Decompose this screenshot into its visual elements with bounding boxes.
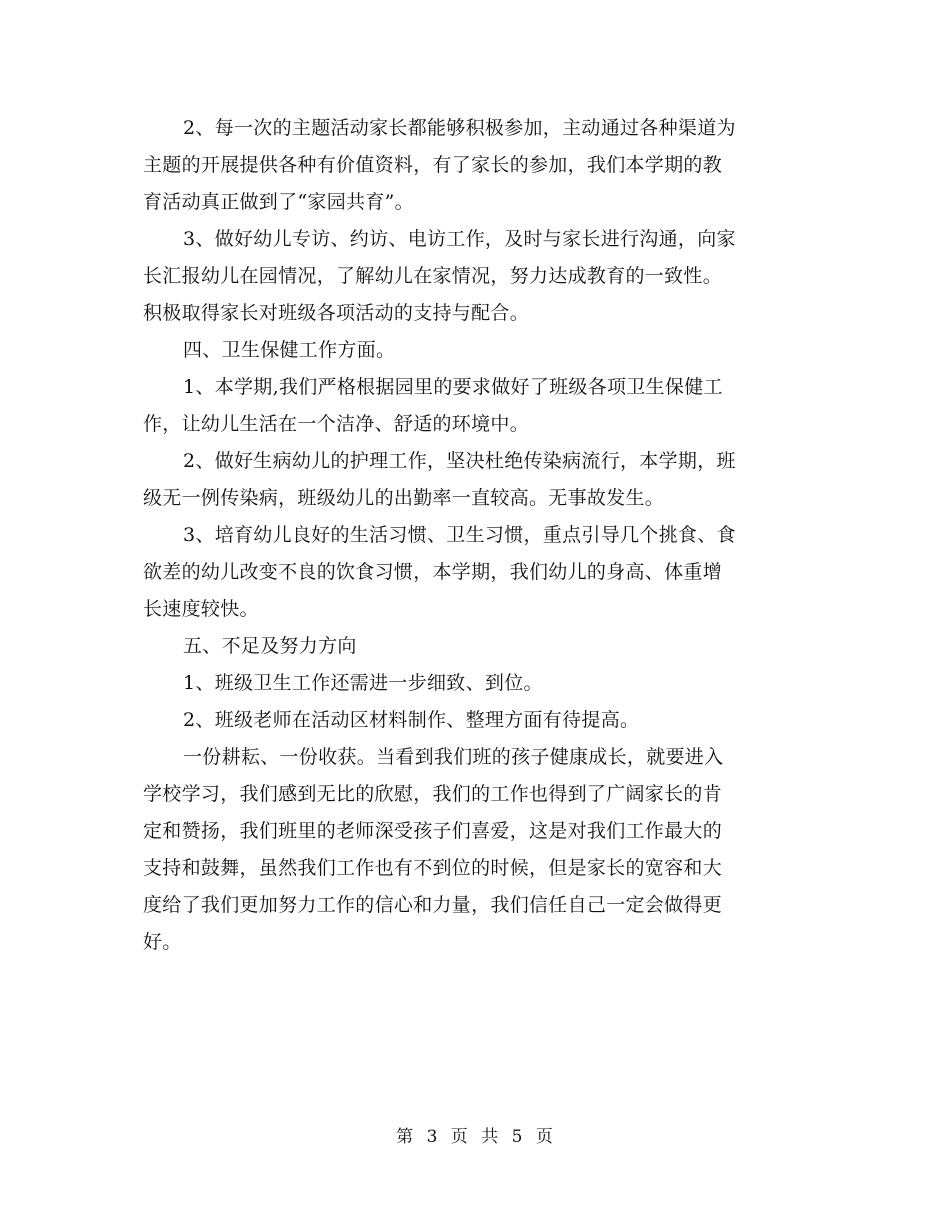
paragraph-line: 作，让幼儿生活在一个洁净、舒适的环境中。 <box>143 413 530 435</box>
paragraph-line: 2、每一次的主题活动家长都能够积极参加，主动通过各种渠道为 <box>183 117 736 139</box>
total-pages-number: 5 <box>511 1127 524 1147</box>
paragraph-line: 好。 <box>143 931 182 953</box>
paragraph-line: 一份耕耘、一份收获。当看到我们班的孩子健康成长，就要进入 <box>183 746 724 768</box>
paragraph-line: 度给了我们更加努力工作的信心和力量，我们信任自己一定会做得更 <box>143 894 723 916</box>
paragraph-line: 3、做好幼儿专访、约访、电访工作，及时与家长进行沟通，向家 <box>183 228 736 250</box>
page-prefix: 第 <box>396 1127 415 1147</box>
paragraph-line: 欲差的幼儿改变不良的饮食习惯，本学期，我们幼儿的身高、体重增 <box>143 561 723 583</box>
paragraph-line: 2、班级老师在活动区材料制作、整理方面有待提高。 <box>183 709 640 731</box>
paragraph-line: 支持和鼓舞，虽然我们工作也有不到位的时候，但是家长的宽容和大 <box>143 857 723 879</box>
paragraph-line: 长速度较快。 <box>143 598 259 620</box>
paragraph-line: 1、本学期,我们严格根据园里的要求做好了班级各项卫生保健工 <box>183 376 723 398</box>
page-footer <box>0 1125 950 1149</box>
paragraph-line: 2、做好生病幼儿的护理工作，坚决杜绝传染病流行，本学期，班 <box>183 450 736 472</box>
paragraph-line: 学校学习，我们感到无比的欣慰，我们的工作也得到了广阔家长的肯 <box>143 783 723 805</box>
paragraph-line: 育活动真正做到了“家园共育”。 <box>143 191 414 213</box>
paragraph-line: 积极取得家长对班级各项活动的支持与配合。 <box>143 302 530 324</box>
section-heading: 五、不足及努力方向 <box>183 635 357 657</box>
paragraph-line: 1、班级卫生工作还需进一步细致、到位。 <box>183 672 543 694</box>
total-prefix: 共 <box>481 1127 500 1147</box>
page-suffix: 页 <box>535 1127 554 1147</box>
current-page-number: 3 <box>426 1127 439 1147</box>
paragraph-line: 长汇报幼儿在园情况，了解幼儿在家情况，努力达成教育的一致性。 <box>143 265 723 287</box>
section-heading: 四、卫生保健工作方面。 <box>183 339 396 361</box>
paragraph-line: 3、培育幼儿良好的生活习惯、卫生习惯，重点引导几个挑食、食 <box>183 524 736 546</box>
paragraph-line: 定和赞扬，我们班里的老师深受孩子们喜爱，这是对我们工作最大的 <box>143 820 723 842</box>
paragraph-line: 级无一例传染病，班级幼儿的出勤率一直较高。无事故发生。 <box>143 487 665 509</box>
paragraph-line: 主题的开展提供各种有价值资料，有了家长的参加，我们本学期的教 <box>143 154 723 176</box>
document-body <box>143 110 813 961</box>
page-word: 页 <box>450 1127 469 1147</box>
